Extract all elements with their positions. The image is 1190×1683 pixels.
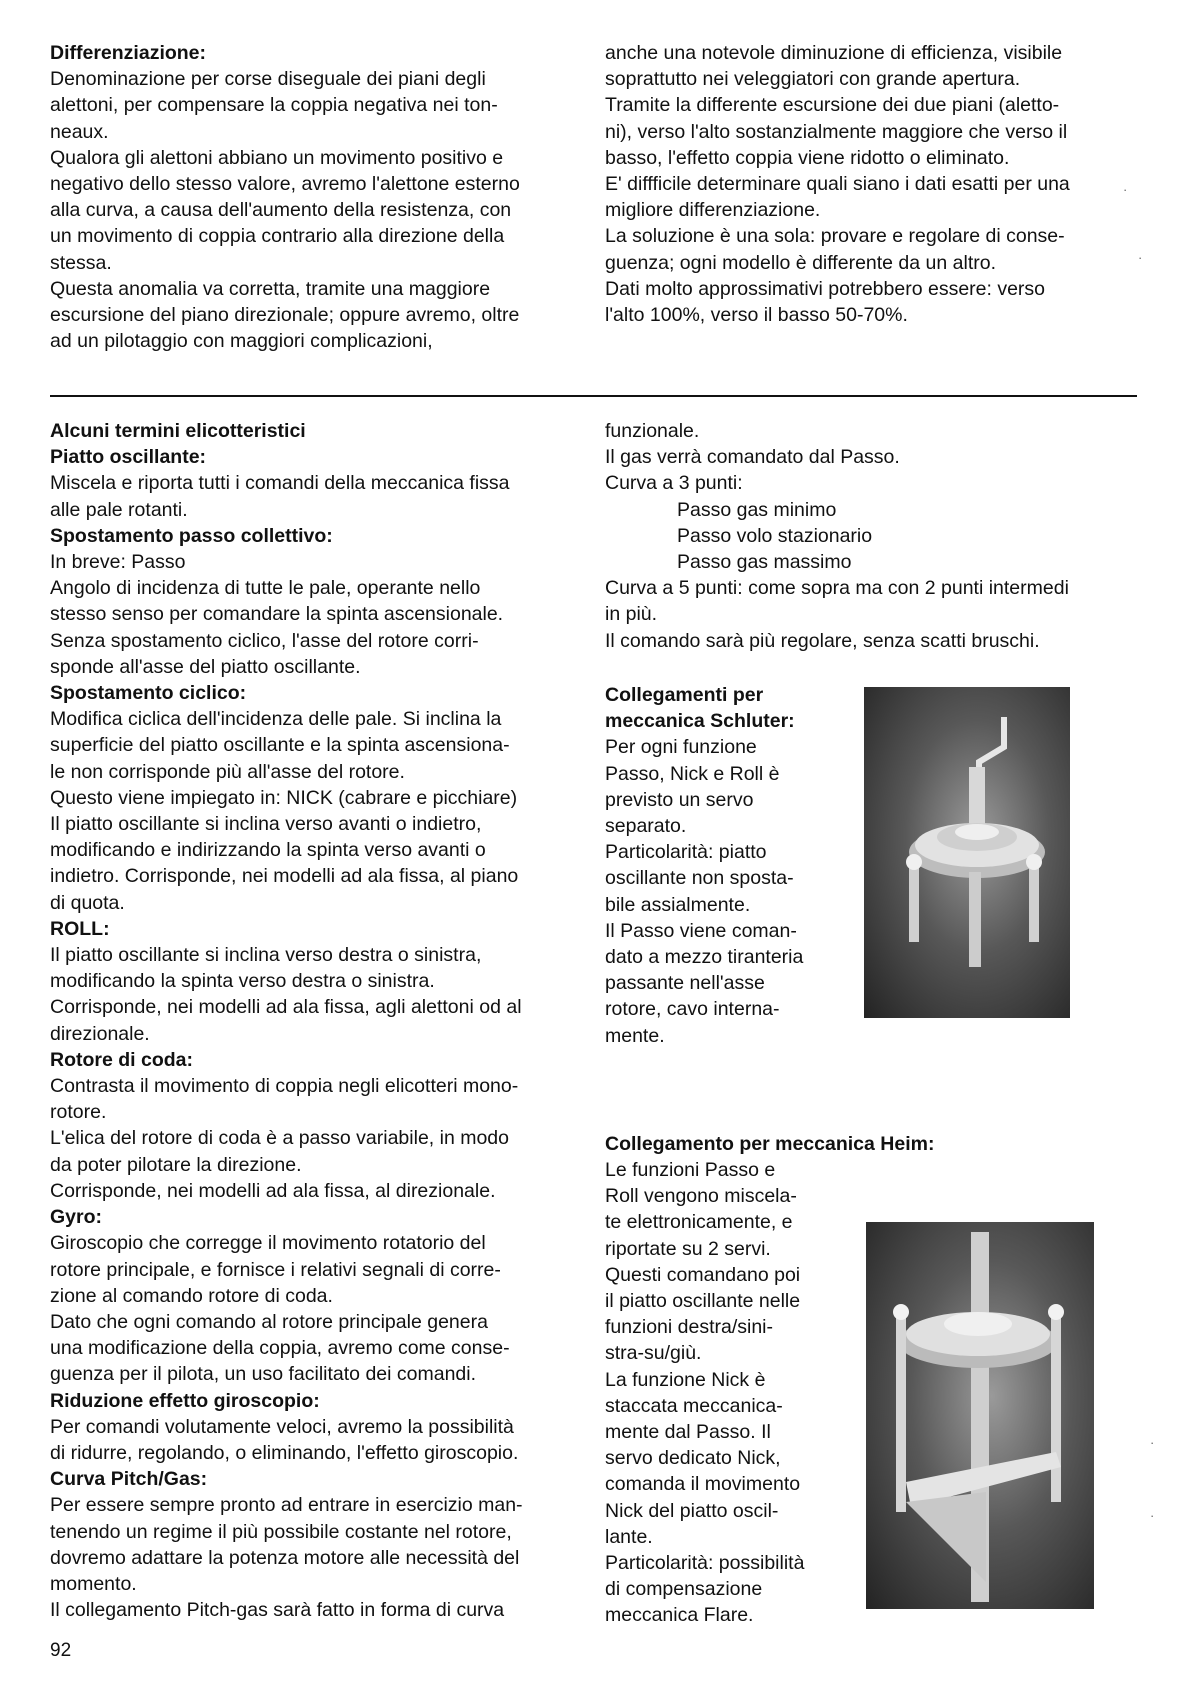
text-line: rotore, cavo interna- bbox=[605, 998, 780, 1021]
text-line: Senza spostamento ciclico, l'asse del rotore corri- bbox=[50, 629, 479, 652]
text-line: di quota. bbox=[50, 891, 125, 914]
text-line: sponde all'asse del piatto oscillante. bbox=[50, 655, 361, 678]
riduzione-heading: Riduzione effetto giroscopio: bbox=[50, 1389, 320, 1412]
text-line: in più. bbox=[605, 603, 658, 626]
text-line: comanda il movimento bbox=[605, 1473, 801, 1496]
scan-mark: · bbox=[1150, 1435, 1155, 1450]
heim-section bbox=[605, 1131, 1138, 1157]
text-line: Corrisponde, nei modelli ad ala fissa, agli alettoni od al bbox=[50, 996, 522, 1019]
text-line: riportate su 2 servi. bbox=[605, 1237, 771, 1260]
text-line: mente dal Passo. Il bbox=[605, 1421, 771, 1444]
text-line: meccanica Flare. bbox=[605, 1604, 754, 1627]
scan-mark: · bbox=[1138, 250, 1143, 265]
text-line: Curva a 3 punti: bbox=[605, 472, 743, 495]
text-line: funzionale. bbox=[605, 420, 700, 442]
text-line: Qualora gli alettoni abbiano un movimento positivo e bbox=[50, 146, 504, 169]
heim-mechanics-photo bbox=[866, 1222, 1094, 1609]
text-line: Denominazione per corse diseguale dei piani degli bbox=[50, 68, 486, 91]
text-line: L'elica del rotore di coda è a passo variabile, in modo bbox=[50, 1127, 509, 1150]
text-line: Angolo di incidenza di tutte le pale, operante nello bbox=[50, 577, 481, 600]
curve-point: Passo gas minimo bbox=[677, 498, 837, 521]
text-line: Il collegamento Pitch-gas sarà fatto in forma di curva bbox=[50, 1599, 505, 1622]
text-line: un movimento di coppia contrario alla direzione della bbox=[50, 225, 505, 248]
text-line: l'alto 100%, verso il basso 50-70%. bbox=[605, 304, 908, 327]
text-line: Per comandi volutamente veloci, avremo la possibilità bbox=[50, 1415, 514, 1438]
text-line: Questa anomalia va corretta, tramite una maggiore bbox=[50, 277, 491, 300]
text-line: Dato che ogni comando al rotore principale genera bbox=[50, 1310, 488, 1333]
text-line: momento. bbox=[50, 1572, 137, 1595]
text-line: funzioni destra/sini- bbox=[605, 1316, 773, 1339]
text-line: Curva a 5 punti: come sopra ma con 2 punti intermedi bbox=[605, 577, 1069, 600]
heim-heading: Collegamento per meccanica Heim: bbox=[605, 1133, 935, 1155]
schluter-heading: Collegamenti per bbox=[605, 684, 764, 706]
text-line: Il gas verrà comandato dal Passo. bbox=[605, 446, 900, 469]
text-line: Tramite la differente escursione dei due piani (aletto- bbox=[605, 94, 1060, 117]
text-line: lante. bbox=[605, 1525, 653, 1548]
text-line: alla curva, a causa dell'aumento della resistenza, con bbox=[50, 199, 512, 222]
text-line: superficie del piatto oscillante e la spinta ascensiona- bbox=[50, 734, 510, 757]
text-line: staccata meccanica- bbox=[605, 1394, 783, 1417]
coda-heading: Rotore di coda: bbox=[50, 1048, 194, 1071]
swashplate-illustration bbox=[866, 1222, 1094, 1609]
text-line: bile assialmente. bbox=[605, 893, 751, 916]
heli-terms-title: Alcuni termini elicotteristici bbox=[50, 420, 306, 442]
text-line: Particolarità: piatto bbox=[605, 841, 767, 864]
text-line: Le funzioni Passo e bbox=[605, 1159, 776, 1181]
text-line: anche una notevole diminuzione di efficienza, visibile bbox=[605, 42, 1063, 64]
text-line: indietro. Corrisponde, nei modelli ad ala fissa, al piano bbox=[50, 865, 519, 888]
heim-column bbox=[605, 1157, 855, 1629]
text-line: Per essere sempre pronto ad entrare in esercizio man- bbox=[50, 1494, 523, 1517]
page-number: 92 bbox=[50, 1640, 72, 1661]
passo-heading: Spostamento passo collettivo: bbox=[50, 524, 333, 547]
text-line: direzionale. bbox=[50, 1022, 150, 1045]
text-line: stessa. bbox=[50, 251, 112, 274]
text-line: di compensazione bbox=[605, 1578, 763, 1601]
text-line: Nick del piatto oscil- bbox=[605, 1499, 779, 1522]
text-line: mente. bbox=[605, 1024, 665, 1047]
text-line: stesso senso per comandare la spinta ascensionale. bbox=[50, 603, 504, 626]
schluter-heading: meccanica Schluter: bbox=[605, 710, 795, 733]
scan-mark: · bbox=[1150, 1508, 1155, 1523]
top-left-column bbox=[50, 40, 583, 354]
text-line: soprattutto nei veleggiatori con grande apertura. bbox=[605, 68, 1021, 91]
piatto-heading: Piatto oscillante: bbox=[50, 446, 207, 469]
text-line: passante nell'asse bbox=[605, 972, 765, 995]
text-line: te elettronicamente, e bbox=[605, 1211, 793, 1234]
text-line: Corrisponde, nei modelli ad ala fissa, al direzionale. bbox=[50, 1179, 496, 1202]
text-line: Il Passo viene coman- bbox=[605, 919, 797, 942]
text-line: separato. bbox=[605, 815, 687, 838]
text-line: Dati molto approssimativi potrebbero essere: verso bbox=[605, 277, 1046, 300]
text-line: Miscela e riporta tutti i comandi della meccanica fissa bbox=[50, 472, 510, 495]
text-line: ad un pilotaggio con maggiori complicazioni, bbox=[50, 330, 433, 353]
text-line: Il piatto oscillante si inclina verso avanti o indietro, bbox=[50, 813, 482, 836]
text-line: Il comando sarà più regolare, senza scatti bruschi. bbox=[605, 629, 1040, 652]
curva-continuation-column bbox=[605, 418, 1138, 654]
differenziazione-heading: Differenziazione: bbox=[50, 42, 207, 64]
text-line: stra-su/giù. bbox=[605, 1342, 702, 1365]
text-line: modificando e indirizzando la spinta verso avanti o bbox=[50, 839, 486, 862]
ciclico-heading: Spostamento ciclico: bbox=[50, 682, 247, 705]
text-line: guenza per il pilota, un uso facilitato dei comandi. bbox=[50, 1363, 477, 1386]
text-line: basso, l'effetto coppia viene ridotto o eliminato. bbox=[605, 146, 1010, 169]
text-line: ni), verso l'alto sostanzialmente maggiore che verso il bbox=[605, 120, 1068, 143]
text-line: una modificazione della coppia, avremo come conse- bbox=[50, 1337, 510, 1360]
text-line: Per ogni funzione bbox=[605, 736, 757, 759]
text-line: le non corrisponde più all'asse del rotore. bbox=[50, 760, 405, 783]
text-line: migliore differenziazione. bbox=[605, 199, 821, 222]
text-line: Passo, Nick e Roll è bbox=[605, 762, 780, 785]
text-line: zione al comando rotore di coda. bbox=[50, 1284, 333, 1307]
text-line: alle pale rotanti. bbox=[50, 498, 188, 521]
text-line: guenza; ogni modello è differente da un altro. bbox=[605, 251, 996, 274]
text-line: Questo viene impiegato in: NICK (cabrare e picchiare) bbox=[50, 786, 518, 809]
text-line: oscillante non sposta- bbox=[605, 867, 794, 890]
text-line: rotore principale, e fornisce i relativi segnali di corre- bbox=[50, 1258, 501, 1281]
text-line: Particolarità: possibilità bbox=[605, 1552, 805, 1575]
gyro-heading: Gyro: bbox=[50, 1206, 103, 1229]
section-divider bbox=[50, 395, 1137, 397]
swashplate-illustration bbox=[864, 687, 1070, 1018]
text-line: Il piatto oscillante si inclina verso destra o sinistra, bbox=[50, 944, 482, 967]
text-line: dovremo adattare la potenza motore alle necessità del bbox=[50, 1546, 520, 1569]
scan-mark: · bbox=[1123, 182, 1128, 197]
text-line: Contrasta il movimento di coppia negli elicotteri mono- bbox=[50, 1075, 519, 1098]
text-line: Modifica ciclica dell'incidenza delle pale. Si inclina la bbox=[50, 708, 502, 731]
text-line: rotore. bbox=[50, 1101, 107, 1124]
text-line: servo dedicato Nick, bbox=[605, 1447, 781, 1470]
text-line: escursione del piano direzionale; oppure avremo, oltre bbox=[50, 304, 520, 327]
text-line: alettoni, per compensare la coppia negativa nei ton- bbox=[50, 94, 498, 117]
text-line: Roll vengono miscela- bbox=[605, 1185, 797, 1208]
text-line: modificando la spinta verso destra o sinistra. bbox=[50, 970, 435, 993]
text-line: Giroscopio che corregge il movimento rotatorio del bbox=[50, 1232, 486, 1255]
curve-point: Passo gas massimo bbox=[677, 551, 852, 574]
curva-heading: Curva Pitch/Gas: bbox=[50, 1468, 208, 1491]
text-line: La funzione Nick è bbox=[605, 1368, 766, 1391]
text-line: E' diffficile determinare quali siano i dati esatti per una bbox=[605, 173, 1070, 196]
text-line: negativo dello stesso valore, avremo l'alettone esterno bbox=[50, 173, 520, 196]
curve-point: Passo volo stazionario bbox=[677, 524, 873, 547]
top-right-column bbox=[605, 40, 1138, 328]
roll-heading: ROLL: bbox=[50, 917, 110, 940]
text-line: tenendo un regime il più possibile costante nel rotore, bbox=[50, 1520, 512, 1543]
text-line: neaux. bbox=[50, 120, 109, 143]
text-line: il piatto oscillante nelle bbox=[605, 1290, 801, 1313]
text-line: La soluzione è una sola: provare e regolare di conse- bbox=[605, 225, 1065, 248]
text-line: Questi comandano poi bbox=[605, 1263, 801, 1286]
text-line: dato a mezzo tiranteria bbox=[605, 946, 804, 969]
schluter-column bbox=[605, 682, 845, 1049]
text-line: previsto un servo bbox=[605, 788, 754, 811]
text-line: In breve: Passo bbox=[50, 551, 186, 574]
schluter-mechanics-photo bbox=[864, 687, 1070, 1018]
heli-terms-column bbox=[50, 418, 583, 1623]
text-line: di ridurre, regolando, o eliminando, l'effetto giroscopio. bbox=[50, 1441, 519, 1464]
text-line: da poter pilotare la direzione. bbox=[50, 1153, 302, 1176]
